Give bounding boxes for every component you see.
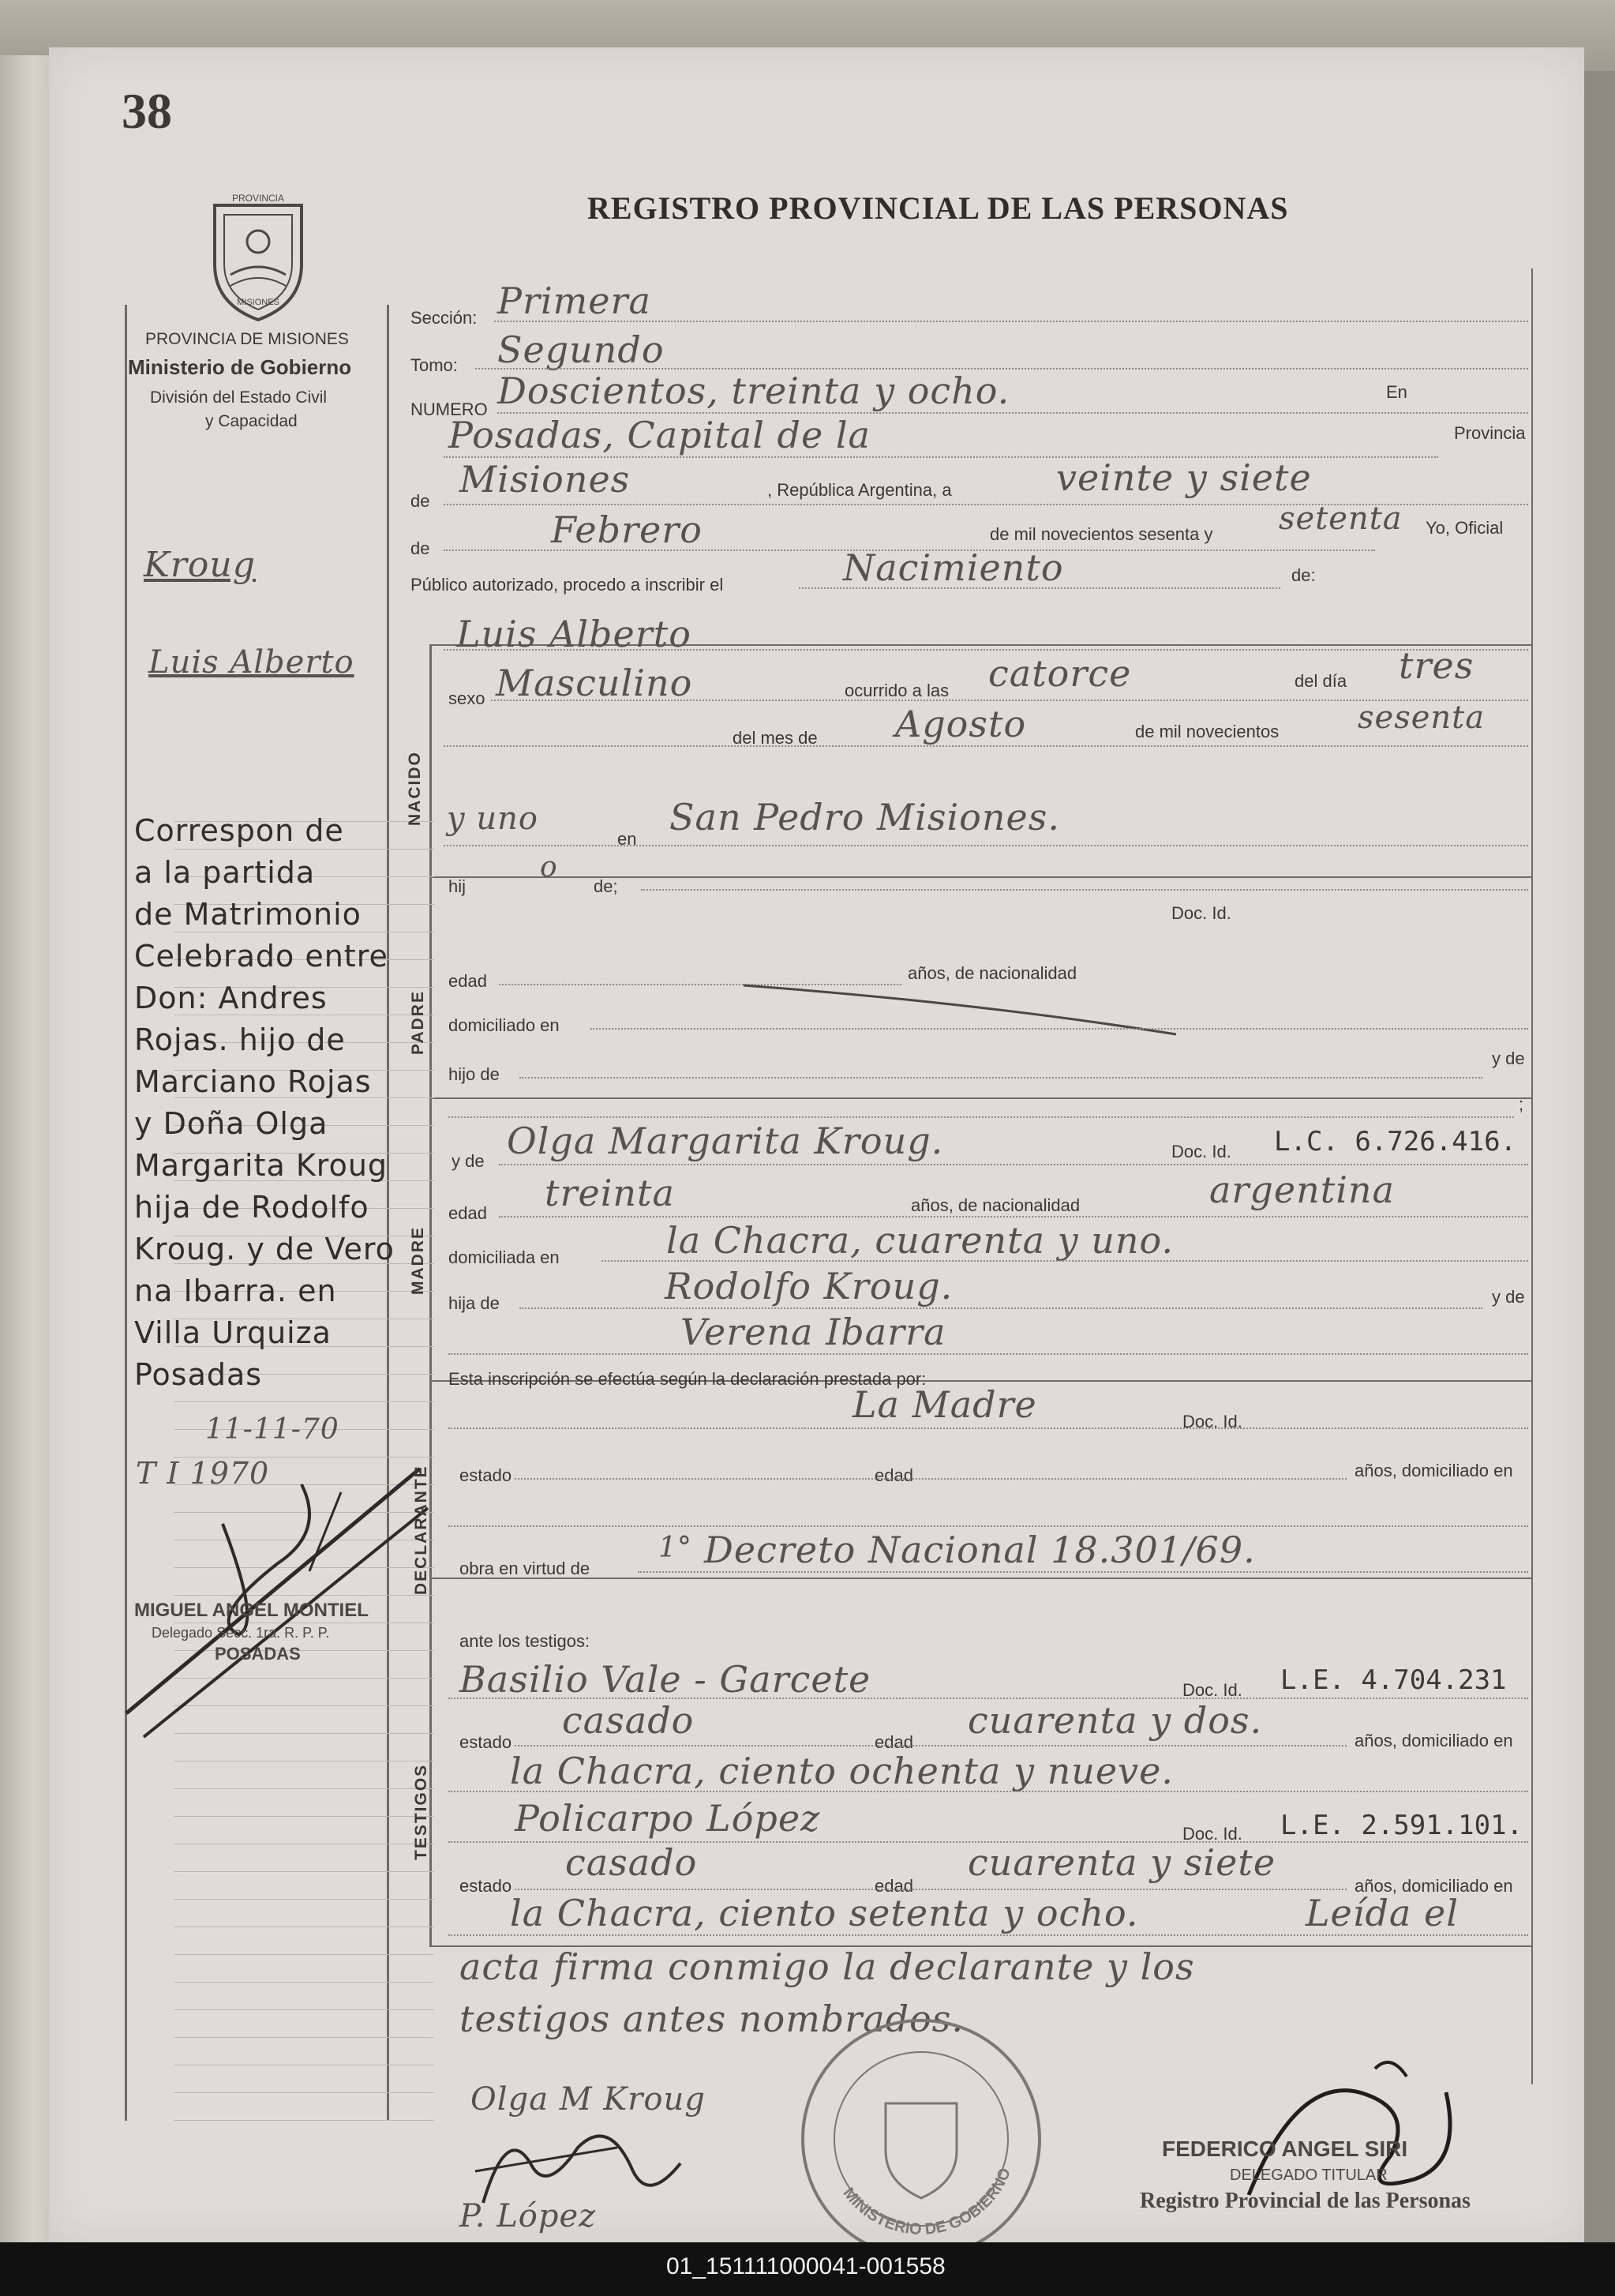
value-mes: Febrero <box>551 508 703 551</box>
value-testigo-2-edad: cuarenta y siete <box>968 1841 1276 1884</box>
official-seal-icon <box>791 2009 1051 2269</box>
dots-declarante <box>448 1427 1528 1429</box>
margin-rule-line <box>174 1982 434 1983</box>
value-madre-edad: treinta <box>545 1172 675 1214</box>
value-madre-doc: L.C. 6.726.416. <box>1274 1126 1517 1157</box>
label-tomo: Tomo: <box>410 355 458 375</box>
label-publico: Público autorizado, procedo a inscribir el <box>410 575 724 595</box>
margin-note-ref: T I 1970 <box>136 1456 270 1491</box>
label-del-mes: del mes de <box>733 728 818 748</box>
margin-rule-line <box>174 1816 434 1817</box>
dots-madre-madre <box>448 1353 1528 1355</box>
emblem-bottom-text: MISIONES <box>237 298 279 307</box>
value-mes-nac: Agosto <box>895 703 1027 745</box>
margin-note-line: a la partida <box>134 855 316 890</box>
margin-rule-line <box>174 1899 434 1900</box>
label-en: En <box>1386 382 1407 402</box>
margin-signature <box>120 1437 436 1753</box>
value-madre-madre: Verena Ibarra <box>680 1311 946 1353</box>
margin-note-line: de Matrimonio <box>134 897 362 932</box>
margin-rule-line <box>174 1871 434 1872</box>
margin-rule-line <box>174 2009 434 2010</box>
dots-madre-domicilio <box>601 1260 1528 1262</box>
label-domiciliada-madre: domiciliada en <box>448 1247 560 1267</box>
official-name: FEDERICO ANGEL SIRI <box>1162 2137 1408 2161</box>
dots-acto <box>799 587 1280 589</box>
dots-domicilio-testigo-2 <box>448 1934 1528 1936</box>
margin-note-line: Kroug. y de Vero <box>134 1232 395 1266</box>
value-anio-nac-2: y uno <box>447 801 538 837</box>
margin-surname: Kroug <box>144 545 256 585</box>
official-role: DELEGADO TITULAR <box>1230 2167 1388 2184</box>
dots-estado-testigo-1 <box>515 1745 1347 1746</box>
section-label-testigos: TESTIGOS <box>412 1763 430 1860</box>
file-name: 01_151111000041-001558 <box>666 2253 946 2279</box>
label-hija-de: hija de <box>448 1293 500 1313</box>
value-anio-nac: sesenta <box>1358 700 1486 736</box>
padre-strike-line <box>740 979 1182 1042</box>
seal-text: MINISTERIO DE GOBIERNO <box>839 2165 1015 2238</box>
value-hora: catorce <box>988 652 1132 695</box>
label-ocurrido: ocurrido a las <box>845 681 950 700</box>
value-obra: Decreto Nacional 18.301/69. <box>704 1529 1256 1571</box>
signature-madre: Olga M Kroug <box>470 2081 706 2118</box>
margin-given-names: Luis Alberto <box>148 644 354 681</box>
label-doc-id-nacido: Doc. Id. <box>1171 903 1231 923</box>
margin-right-border <box>387 305 389 2121</box>
label-de-1: de <box>410 491 430 511</box>
value-testigo-2-doc: L.E. 2.591.101. <box>1280 1810 1523 1841</box>
dots-domicilio-testigo-1 <box>448 1791 1528 1792</box>
svg-text:MINISTERIO DE GOBIERNO <box>840 2166 1015 2238</box>
value-testigo-1-estado: casado <box>562 1699 695 1742</box>
label-domiciliado-padre: domiciliado en <box>448 1015 560 1035</box>
dots-madre-edad <box>499 1216 1528 1217</box>
margin-stamp-line-2: Delegado Secc. 1ra. R. P. P. <box>152 1625 330 1641</box>
margin-left-border <box>125 305 127 2121</box>
value-anio: setenta <box>1279 501 1403 537</box>
label-edad-testigo-1: edad <box>875 1732 913 1752</box>
margin-note-date: 11-11-70 <box>205 1413 339 1446</box>
margin-note-line: hija de Rodolfo <box>134 1190 369 1225</box>
margin-rule-line <box>174 1788 434 1789</box>
value-madre-nacionalidad: argentina <box>1209 1169 1395 1211</box>
value-hij-suffix: o <box>540 851 558 884</box>
label-hijo-de: hijo de <box>448 1064 500 1084</box>
dots-estado-testigo-2 <box>515 1889 1347 1890</box>
label-del-dia: del día <box>1295 671 1347 691</box>
label-de-2: de <box>410 538 430 558</box>
label-republica: , República Argentina, a <box>767 480 952 500</box>
value-dia: veinte y siete <box>1056 456 1312 499</box>
dots-hijo-de-2 <box>448 1116 1514 1118</box>
label-edad-testigo-2: edad <box>875 1876 913 1896</box>
label-doc-id-testigo-2: Doc. Id. <box>1182 1824 1242 1844</box>
office-division-2: y Capacidad <box>205 412 298 430</box>
value-closing-3: testigos antes nombrados. <box>459 1998 965 2040</box>
margin-note-line: Don: Andres <box>134 981 328 1015</box>
margin-note-line: Marciano Rojas <box>134 1064 372 1099</box>
dots-domiciliado-padre <box>590 1028 1528 1030</box>
provincial-emblem-icon <box>199 189 317 324</box>
label-inscripcion: Esta inscripción se efectúa según la declaración prestada por: <box>448 1369 927 1389</box>
label-de-4: de; <box>594 876 618 896</box>
dots-lugar-nac <box>444 845 1528 846</box>
margin-note-line: Posadas <box>134 1357 263 1392</box>
dots-madre-nombre <box>499 1164 1528 1165</box>
dots-hijo-de <box>519 1077 1482 1079</box>
signature-official <box>1233 2045 1517 2211</box>
value-acto: Nacimiento <box>843 546 1064 589</box>
value-testigo-1-domicilio: la Chacra, ciento ochenta y nueve. <box>510 1750 1174 1792</box>
register-page <box>49 47 1584 2242</box>
dots-hij <box>641 889 1528 891</box>
section-label-padre: PADRE <box>409 990 427 1055</box>
dots-obra <box>638 1571 1528 1573</box>
label-semicolon: ; <box>1519 1094 1524 1114</box>
value-closing-2: acta firma conmigo la declarante y los <box>459 1945 1195 1988</box>
value-tomo: Segundo <box>497 328 665 371</box>
label-anos-nac-madre: años, de nacionalidad <box>911 1195 1081 1215</box>
office-ministry: Ministerio de Gobierno <box>128 355 352 379</box>
value-obra-pref: 1° <box>658 1532 692 1564</box>
label-estado-declarante: estado <box>459 1465 512 1485</box>
margin-note-line: y Doña Olga <box>134 1106 328 1141</box>
page-number: 38 <box>122 83 172 139</box>
margin-note-line: Rojas. hijo de <box>134 1022 346 1057</box>
margin-rule-line <box>174 1926 434 1927</box>
dots-hija-de <box>519 1307 1482 1309</box>
value-testigo-1-edad: cuarenta y dos. <box>968 1699 1263 1742</box>
value-testigo-2-estado: casado <box>565 1841 698 1884</box>
margin-stamp-line-3: POSADAS <box>215 1644 301 1664</box>
label-y-de-madre-2: y de <box>1492 1287 1525 1307</box>
value-declarante: La Madre <box>852 1383 1037 1426</box>
margin-note-line: Celebrado entre <box>134 939 388 974</box>
margin-rule-line <box>174 2120 434 2121</box>
label-doc-id-madre: Doc. Id. <box>1171 1142 1231 1161</box>
value-madre-nombre: Olga Margarita Kroug. <box>507 1120 944 1162</box>
dots-estado-declarante <box>515 1478 1347 1480</box>
signature-testigo-2: P. López <box>459 2198 597 2234</box>
section-label-nacido: NACIDO <box>406 751 424 826</box>
label-de-3: de: <box>1291 565 1316 585</box>
form-right-border <box>1531 268 1533 2084</box>
value-testigo-2-domicilio: la Chacra, ciento setenta y ocho. <box>510 1892 1139 1934</box>
margin-rule-line <box>174 1401 434 1402</box>
label-anos-dom-declarante: años, domiciliado en <box>1355 1461 1513 1480</box>
value-testigo-2-nombre: Policarpo López <box>515 1797 821 1840</box>
value-madre-padre: Rodolfo Kroug. <box>665 1265 954 1307</box>
value-seccion: Primera <box>497 279 651 322</box>
margin-stamp-line-1: MIGUEL ANGEL MONTIEL <box>134 1600 369 1621</box>
value-nombre: Luis Alberto <box>456 613 691 655</box>
label-edad-padre: edad <box>448 971 487 991</box>
dots-declarante-2 <box>448 1525 1528 1527</box>
label-seccion: Sección: <box>410 308 478 328</box>
margin-rule-line <box>174 2037 434 2038</box>
label-anos-nac-padre: años, de nacionalidad <box>908 963 1077 983</box>
book-binding <box>0 55 55 2242</box>
section-label-declarante: DECLARANTE <box>412 1465 430 1595</box>
office-province: PROVINCIA DE MISIONES <box>145 330 349 348</box>
margin-note-line: Correspon de <box>134 813 344 848</box>
value-sexo: Masculino <box>496 662 693 704</box>
section-label-madre: MADRE <box>409 1226 427 1295</box>
margin-rule-line <box>174 2092 434 2093</box>
office-division-1: División del Estado Civil <box>150 388 328 407</box>
label-estado-testigo-1: estado <box>459 1732 512 1752</box>
divider-testigos-top <box>429 1578 1531 1579</box>
dots-mes-nac <box>444 745 1528 747</box>
label-de-mil-nov: de mil novecientos <box>1135 722 1280 741</box>
label-doc-id-declarante: Doc. Id. <box>1182 1412 1242 1431</box>
value-numero: Doscientos, treinta y ocho. <box>497 370 1010 412</box>
value-dia-nac: tres <box>1399 644 1474 687</box>
margin-note-line: Villa Urquiza <box>134 1315 332 1350</box>
label-estado-testigo-2: estado <box>459 1876 512 1896</box>
file-name-bar <box>0 2242 1615 2296</box>
official-office: Registro Provincial de las Personas <box>1140 2189 1471 2213</box>
value-madre-domicilio: la Chacra, cuarenta y uno. <box>666 1219 1174 1262</box>
label-yo-oficial: Yo, Oficial <box>1426 518 1504 538</box>
margin-rule-line <box>174 1954 434 1955</box>
label-sexo: sexo <box>448 688 485 708</box>
value-testigo-1-doc: L.E. 4.704.231 <box>1280 1664 1507 1696</box>
label-doc-id-testigo-1: Doc. Id. <box>1182 1680 1242 1700</box>
value-testigo-1-nombre: Basilio Vale - Garcete <box>459 1658 871 1701</box>
label-hij: hij <box>448 876 467 896</box>
margin-rule-line <box>174 849 434 850</box>
label-y-de-padre: y de <box>1492 1049 1525 1068</box>
dots-nombre <box>444 649 1528 651</box>
label-y-de-madre: y de <box>452 1151 485 1171</box>
divider-madre-top <box>429 1097 1531 1099</box>
margin-note-line: Margarita Kroug <box>134 1148 388 1183</box>
value-provincia: Misiones <box>459 458 631 501</box>
value-lugar-nac: San Pedro Misiones. <box>669 796 1060 838</box>
label-anos-dom-testigo-2: años, domiciliado en <box>1355 1876 1513 1896</box>
signature-testigo-1 <box>459 2116 696 2211</box>
document-title: REGISTRO PROVINCIAL DE LAS PERSONAS <box>587 190 1289 226</box>
dots-seccion <box>494 321 1528 322</box>
margin-note-line: na Ibarra. en <box>134 1274 337 1308</box>
label-ante: ante los testigos: <box>459 1631 590 1651</box>
value-lugar: Posadas, Capital de la <box>448 414 871 456</box>
value-closing-1: Leída el <box>1306 1892 1459 1934</box>
label-provincia: Provincia <box>1454 423 1526 443</box>
label-de-mil: de mil novecientos sesenta y <box>990 524 1213 544</box>
label-edad-madre: edad <box>448 1203 487 1223</box>
label-obra: obra en virtud de <box>459 1559 590 1578</box>
label-en-nac: en <box>617 829 637 849</box>
emblem-top-text: PROVINCIA <box>231 193 285 204</box>
label-edad-declarante: edad <box>875 1465 913 1485</box>
label-numero: NUMERO <box>410 400 488 419</box>
label-anos-dom-testigo-1: años, domiciliado en <box>1355 1731 1513 1750</box>
